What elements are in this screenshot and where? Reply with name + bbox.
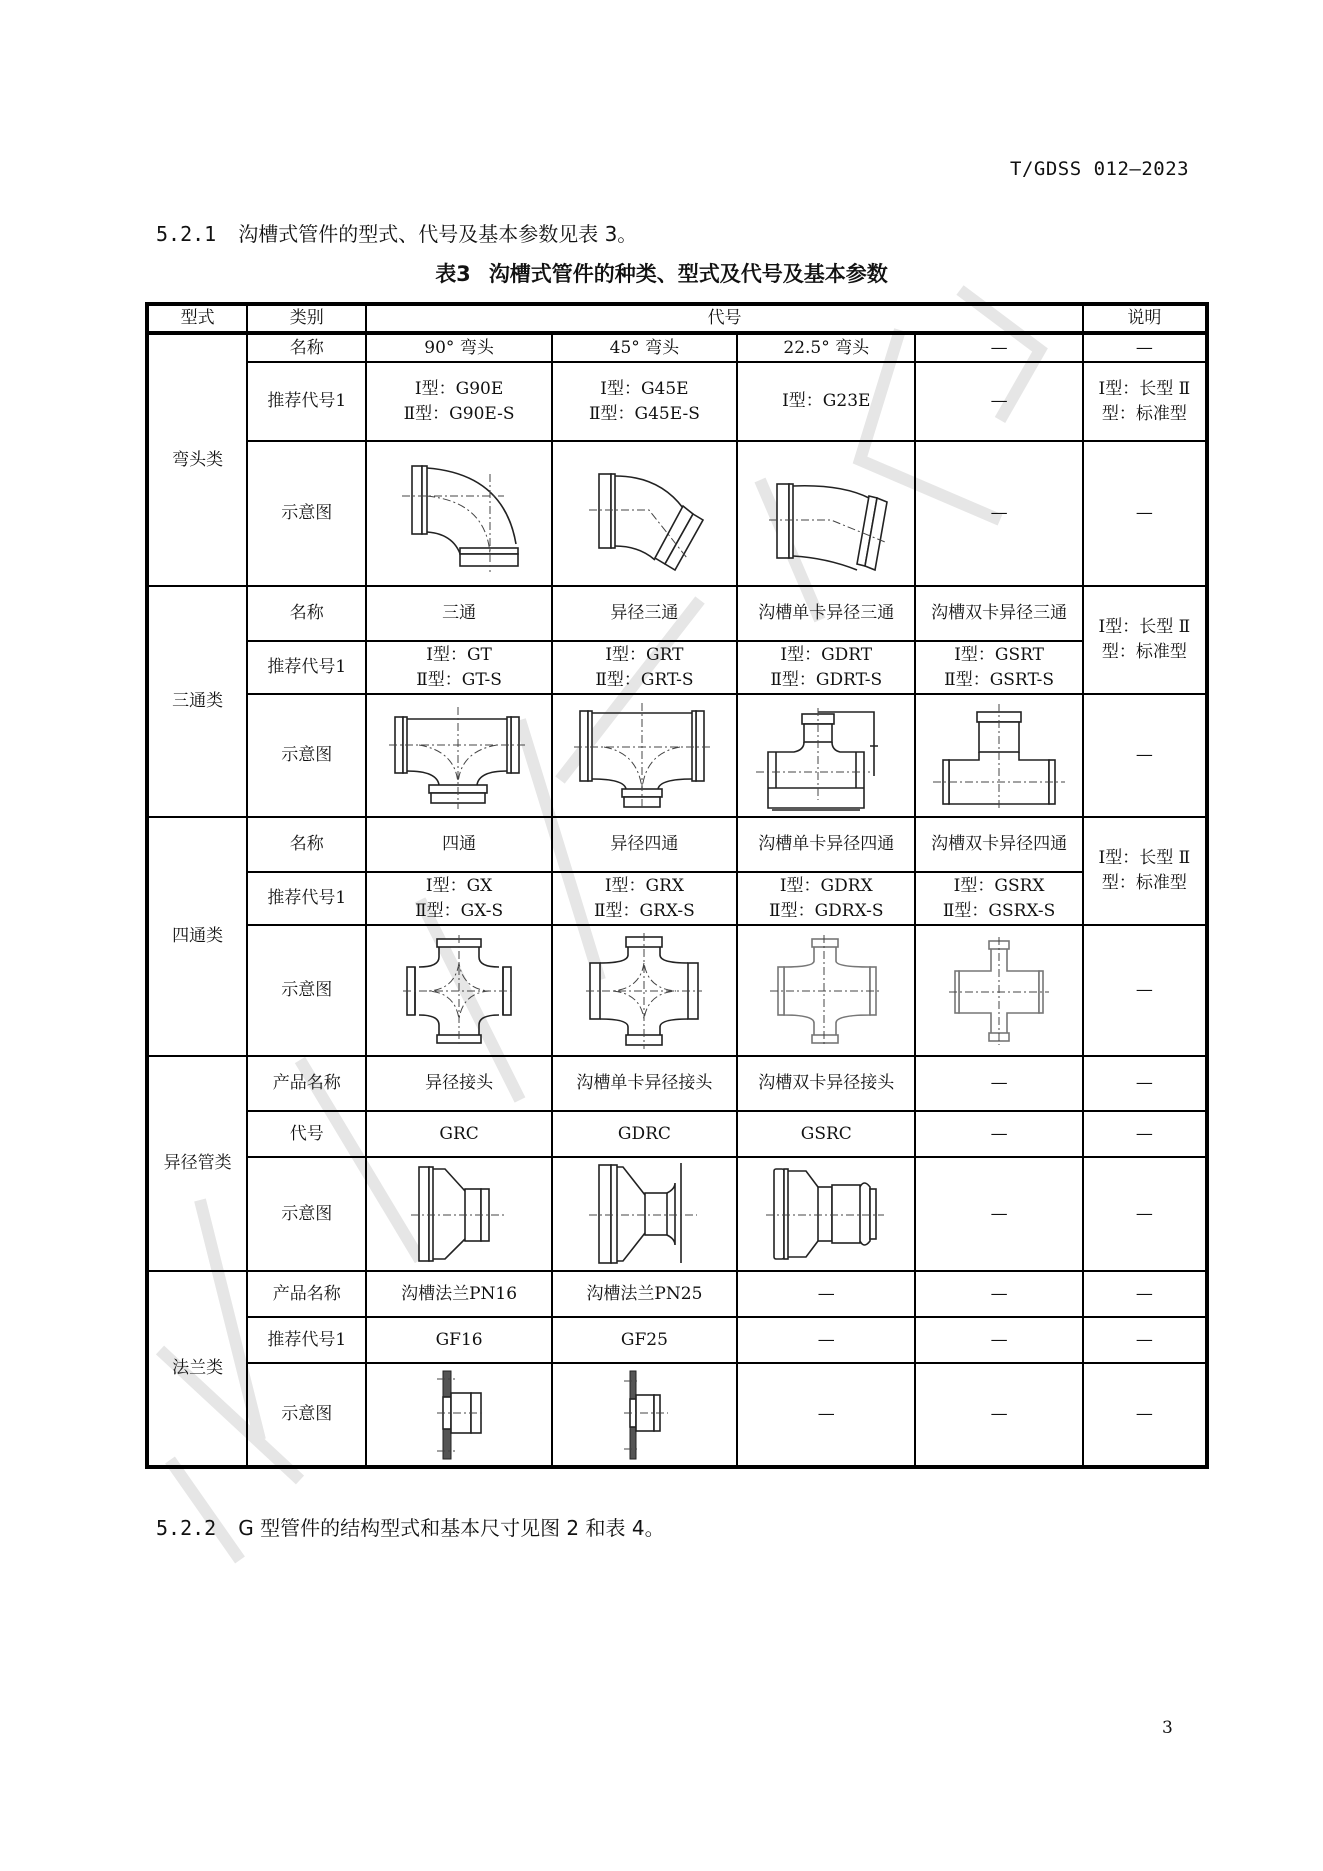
cell-diagram bbox=[366, 1363, 551, 1467]
code-type-2: Ⅱ型：G90E-S bbox=[403, 403, 515, 424]
single-groove-reducer-diagram bbox=[589, 1159, 699, 1269]
cell-code bbox=[366, 872, 551, 925]
row-label-diagram: 示意图 bbox=[247, 925, 366, 1056]
cell-note: — bbox=[1083, 1363, 1207, 1467]
cell-diagram bbox=[737, 694, 915, 817]
cell-diagram bbox=[552, 1363, 737, 1467]
cell-name: 沟槽双卡异径接头 bbox=[737, 1056, 915, 1111]
cell-diagram bbox=[552, 694, 737, 817]
table-header-row bbox=[147, 304, 1207, 333]
table-caption bbox=[0, 258, 1323, 288]
row-label-name: 名称 bbox=[247, 586, 366, 641]
cell-diagram: — bbox=[915, 1363, 1082, 1467]
cell-code: — bbox=[915, 362, 1082, 441]
cell-diagram: — bbox=[915, 1157, 1082, 1271]
cell-name: 沟槽法兰PN25 bbox=[552, 1271, 737, 1317]
cell-code bbox=[915, 872, 1082, 925]
clause-5-2-1 bbox=[156, 218, 637, 247]
row-label-diagram: 示意图 bbox=[247, 1157, 366, 1271]
row-label-rec-code: 推荐代号1 bbox=[247, 362, 366, 441]
cell-diagram bbox=[366, 694, 551, 817]
cell-note: Ⅰ型：长型 Ⅱ型：标准型 bbox=[1083, 586, 1207, 694]
cell-code bbox=[552, 641, 737, 694]
cell-diagram: — bbox=[915, 441, 1082, 586]
cell-name: 四通 bbox=[366, 817, 551, 872]
table-row bbox=[147, 1317, 1207, 1363]
code-type-2: Ⅱ型：GX-S bbox=[415, 900, 504, 921]
clause-number: 5.2.2 bbox=[156, 1516, 217, 1540]
code-type-2: Ⅱ型：GDRT-S bbox=[770, 669, 883, 690]
code-type-1: Ⅰ型：G90E bbox=[414, 378, 504, 399]
clause-number: 5.2.1 bbox=[156, 222, 217, 246]
cell-diagram bbox=[552, 441, 737, 586]
group-label-cross: 四通类 bbox=[147, 817, 247, 1056]
table-row bbox=[147, 1056, 1207, 1111]
row-label-rec-code: 推荐代号1 bbox=[247, 872, 366, 925]
cell-note: — bbox=[1083, 441, 1207, 586]
cell-name: 45° 弯头 bbox=[552, 333, 737, 362]
code-type-2: Ⅱ型：GRX-S bbox=[594, 900, 695, 921]
cell-code: — bbox=[737, 1317, 915, 1363]
cell-name: 沟槽单卡异径三通 bbox=[737, 586, 915, 641]
cell-code: GDRC bbox=[552, 1111, 737, 1157]
code-type-2: Ⅱ型：GSRT-S bbox=[944, 669, 1054, 690]
code-type-1: Ⅰ型：GRX bbox=[604, 875, 685, 896]
cell-name: — bbox=[915, 1056, 1082, 1111]
header-note: 说明 bbox=[1083, 304, 1207, 333]
cell-note: — bbox=[1083, 333, 1207, 362]
table-row bbox=[147, 872, 1207, 925]
elbow-45-diagram bbox=[579, 454, 709, 574]
cell-name: 异径四通 bbox=[552, 817, 737, 872]
code-type-1: Ⅰ型：GDRX bbox=[779, 875, 873, 896]
cell-code bbox=[366, 362, 551, 441]
cell-note: Ⅰ型：长型 Ⅱ型：标准型 bbox=[1083, 362, 1207, 441]
cell-note: — bbox=[1083, 1056, 1207, 1111]
group-label-elbow: 弯头类 bbox=[147, 333, 247, 586]
code-type-1: Ⅰ型：GT bbox=[426, 644, 492, 665]
table-title: 沟槽式管件的种类、型式及代号及基本参数 bbox=[488, 262, 888, 286]
table-row bbox=[147, 441, 1207, 586]
cell-name: 沟槽单卡异径四通 bbox=[737, 817, 915, 872]
table-row bbox=[147, 1111, 1207, 1157]
cell-diagram bbox=[552, 1157, 737, 1271]
code-type-1: Ⅰ型：GSRT bbox=[954, 644, 1044, 665]
document-code: T/GDSS 012—2023 bbox=[1010, 158, 1190, 180]
code-type-2: Ⅱ型：GSRX-S bbox=[942, 900, 1056, 921]
row-label-rec-code: 推荐代号1 bbox=[247, 641, 366, 694]
code-type-1: Ⅰ型：G45E bbox=[600, 378, 689, 399]
header-type: 型式 bbox=[147, 304, 247, 333]
cell-name: 三通 bbox=[366, 586, 551, 641]
double-groove-reducing-tee-diagram bbox=[929, 700, 1069, 812]
cell-note: Ⅰ型：长型 Ⅱ型：标准型 bbox=[1083, 817, 1207, 925]
clause-text: G 型管件的结构型式和基本尺寸见图 2 和表 4。 bbox=[238, 1516, 665, 1540]
row-label-name: 名称 bbox=[247, 817, 366, 872]
row-label-diagram: 示意图 bbox=[247, 694, 366, 817]
code-type-1: Ⅰ型：GSRX bbox=[953, 875, 1045, 896]
cell-diagram bbox=[366, 925, 551, 1056]
cell-code: — bbox=[915, 1317, 1082, 1363]
cross-diagram bbox=[399, 933, 519, 1049]
cell-note: — bbox=[1083, 694, 1207, 817]
double-groove-reducing-cross-diagram bbox=[939, 933, 1059, 1049]
table-row bbox=[147, 925, 1207, 1056]
cell-code bbox=[737, 362, 915, 441]
cell-code bbox=[737, 872, 915, 925]
cell-code bbox=[552, 872, 737, 925]
code-type-1: Ⅰ型：GDRT bbox=[780, 644, 873, 665]
code-type-2: Ⅱ型：GDRX-S bbox=[769, 900, 884, 921]
flange-pn16-diagram bbox=[429, 1367, 489, 1463]
cell-diagram: — bbox=[737, 1363, 915, 1467]
cell-name: 沟槽单卡异径接头 bbox=[552, 1056, 737, 1111]
row-label-product-name: 产品名称 bbox=[247, 1271, 366, 1317]
cell-note: — bbox=[1083, 1111, 1207, 1157]
row-label-rec-code: 推荐代号1 bbox=[247, 1317, 366, 1363]
cell-note: — bbox=[1083, 1317, 1207, 1363]
table-row bbox=[147, 641, 1207, 694]
cell-code bbox=[915, 641, 1082, 694]
cell-diagram bbox=[552, 925, 737, 1056]
row-label-diagram: 示意图 bbox=[247, 1363, 366, 1467]
code-type-2: Ⅱ型：G45E-S bbox=[588, 403, 700, 424]
cell-code bbox=[366, 641, 551, 694]
row-label-name: 名称 bbox=[247, 333, 366, 362]
cell-diagram bbox=[915, 694, 1082, 817]
cell-code: GRC bbox=[366, 1111, 551, 1157]
cell-name: 22.5° 弯头 bbox=[737, 333, 915, 362]
cell-diagram bbox=[366, 441, 551, 586]
cell-code bbox=[737, 641, 915, 694]
table-row bbox=[147, 1271, 1207, 1317]
cell-code: GF16 bbox=[366, 1317, 551, 1363]
single-groove-reducing-tee-diagram bbox=[756, 700, 896, 812]
table-row bbox=[147, 1363, 1207, 1467]
cell-diagram bbox=[915, 925, 1082, 1056]
code-type-2: Ⅱ型：GRT-S bbox=[595, 669, 694, 690]
flange-pn25-diagram bbox=[614, 1367, 674, 1463]
table-row bbox=[147, 1157, 1207, 1271]
cell-name: — bbox=[737, 1271, 915, 1317]
cell-note: — bbox=[1083, 925, 1207, 1056]
cell-name: 异径三通 bbox=[552, 586, 737, 641]
single-groove-reducing-cross-diagram bbox=[766, 933, 886, 1049]
cell-name: 异径接头 bbox=[366, 1056, 551, 1111]
clause-text: 沟槽式管件的型式、代号及基本参数见表 3。 bbox=[238, 222, 638, 246]
elbow-90-diagram bbox=[394, 454, 524, 574]
cell-name: 90° 弯头 bbox=[366, 333, 551, 362]
table-row bbox=[147, 362, 1207, 441]
cell-name: 沟槽双卡异径四通 bbox=[915, 817, 1082, 872]
cell-name: 沟槽法兰PN16 bbox=[366, 1271, 551, 1317]
table-row bbox=[147, 586, 1207, 641]
cell-code: — bbox=[915, 1111, 1082, 1157]
elbow-22-5-diagram bbox=[761, 454, 891, 574]
cell-diagram bbox=[737, 441, 915, 586]
reducing-cross-diagram bbox=[584, 933, 704, 1049]
table-row bbox=[147, 817, 1207, 872]
row-label-code: 代号 bbox=[247, 1111, 366, 1157]
table-row bbox=[147, 694, 1207, 817]
cell-name: — bbox=[915, 1271, 1082, 1317]
row-label-product-name: 产品名称 bbox=[247, 1056, 366, 1111]
cell-diagram bbox=[737, 925, 915, 1056]
cell-code bbox=[552, 362, 737, 441]
group-label-tee: 三通类 bbox=[147, 586, 247, 817]
code-type-2: Ⅱ型：GT-S bbox=[416, 669, 502, 690]
row-label-diagram: 示意图 bbox=[247, 441, 366, 586]
page-number: 3 bbox=[1162, 1718, 1173, 1738]
code-type-1: Ⅰ型：G23E bbox=[782, 391, 871, 411]
cell-diagram bbox=[737, 1157, 915, 1271]
code-type-1: Ⅰ型：GRT bbox=[605, 644, 684, 665]
fittings-table bbox=[145, 302, 1209, 1469]
header-category: 类别 bbox=[247, 304, 366, 333]
group-label-reducer: 异径管类 bbox=[147, 1056, 247, 1271]
cell-note: — bbox=[1083, 1271, 1207, 1317]
table-row bbox=[147, 333, 1207, 362]
cell-code: GF25 bbox=[552, 1317, 737, 1363]
code-type-1: Ⅰ型：GX bbox=[425, 875, 493, 896]
reducer-diagram bbox=[409, 1159, 509, 1269]
tee-diagram bbox=[389, 701, 529, 811]
cell-name: — bbox=[915, 333, 1082, 362]
clause-5-2-2 bbox=[156, 1512, 665, 1541]
cell-diagram bbox=[366, 1157, 551, 1271]
table-number: 表3 bbox=[435, 262, 471, 286]
cell-name: 沟槽双卡异径三通 bbox=[915, 586, 1082, 641]
cell-code: GSRC bbox=[737, 1111, 915, 1157]
group-label-flange: 法兰类 bbox=[147, 1271, 247, 1467]
reducing-tee-diagram bbox=[574, 701, 714, 811]
cell-note: — bbox=[1083, 1157, 1207, 1271]
double-groove-reducer-diagram bbox=[766, 1159, 886, 1269]
header-code: 代号 bbox=[366, 304, 1082, 333]
